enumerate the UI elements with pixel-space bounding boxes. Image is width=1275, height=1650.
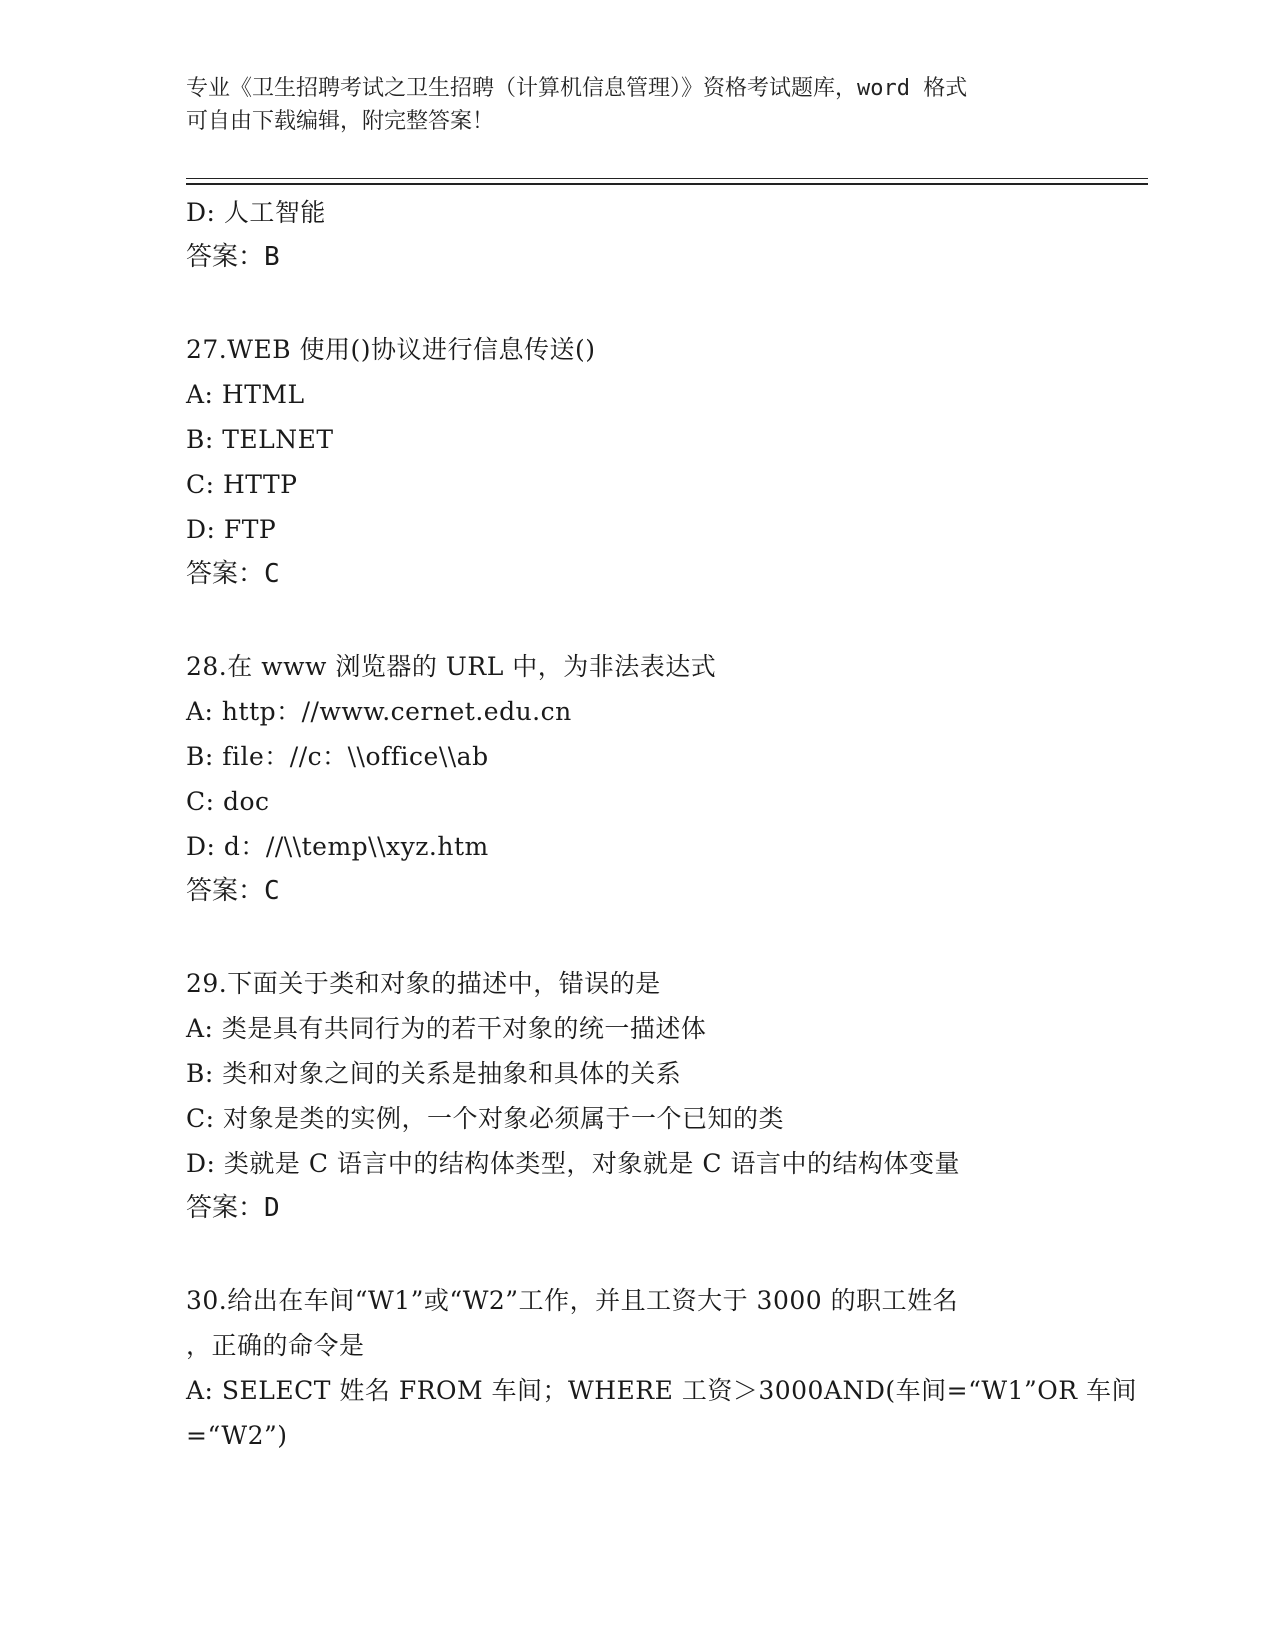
header-line-2: 可自由下载编辑，附完整答案！ bbox=[186, 109, 495, 134]
header-line-1: 专业《卫生招聘考试之卫生招聘（计算机信息管理）》资格考试题库，word 格式 bbox=[186, 76, 968, 101]
question-text-line-2: ，正确的命令是 bbox=[186, 1331, 365, 1360]
option-c: C: HTTP bbox=[186, 470, 298, 499]
question-block-28 bbox=[186, 644, 1186, 914]
option-a-line-1: A: SELECT 姓名 FROM 车间；WHERE 工资＞3000AND(车间=“W1”OR 车间 bbox=[186, 1376, 1138, 1405]
option-d: D: 人工智能 bbox=[186, 198, 326, 227]
option-a-line-2: =“W2”) bbox=[186, 1421, 288, 1450]
option-c: C: doc bbox=[186, 787, 270, 816]
option-b: B: file：//c：\\office\\ab bbox=[186, 742, 489, 771]
document-body bbox=[186, 190, 1186, 1458]
question-block-29 bbox=[186, 961, 1186, 1231]
option-d: D: 类就是 C 语言中的结构体类型，对象就是 C 语言中的结构体变量 bbox=[186, 1149, 960, 1178]
option-b: B: TELNET bbox=[186, 425, 334, 454]
answer-line: 答案：C bbox=[186, 876, 280, 906]
option-a: A: HTML bbox=[186, 380, 305, 409]
question-text-line-1: 30.给出在车间“W1”或“W2”工作，并且工资大于 3000 的职工姓名 bbox=[186, 1286, 959, 1315]
question-text: 28.在 www 浏览器的 URL 中，为非法表达式 bbox=[186, 652, 717, 681]
header-divider-thick bbox=[186, 183, 1148, 185]
question-block-26-tail bbox=[186, 190, 1186, 280]
option-d: D: d：//\\temp\\xyz.htm bbox=[186, 832, 489, 861]
option-a: A: http：//www.cernet.edu.cn bbox=[186, 697, 572, 726]
header-divider-thin bbox=[186, 178, 1148, 179]
question-block-27 bbox=[186, 327, 1186, 597]
option-d: D: FTP bbox=[186, 515, 277, 544]
document-header bbox=[186, 72, 1086, 138]
answer-line: 答案：D bbox=[186, 1193, 280, 1223]
question-text: 27.WEB 使用()协议进行信息传送() bbox=[186, 335, 596, 364]
answer-line: 答案：C bbox=[186, 559, 280, 589]
option-a: A: 类是具有共同行为的若干对象的统一描述体 bbox=[186, 1014, 707, 1043]
option-b: B: 类和对象之间的关系是抽象和具体的关系 bbox=[186, 1059, 682, 1088]
question-text: 29.下面关于类和对象的描述中，错误的是 bbox=[186, 969, 661, 998]
answer-line: 答案：B bbox=[186, 242, 280, 272]
question-block-30 bbox=[186, 1278, 1186, 1458]
option-c: C: 对象是类的实例，一个对象必须属于一个已知的类 bbox=[186, 1104, 785, 1133]
